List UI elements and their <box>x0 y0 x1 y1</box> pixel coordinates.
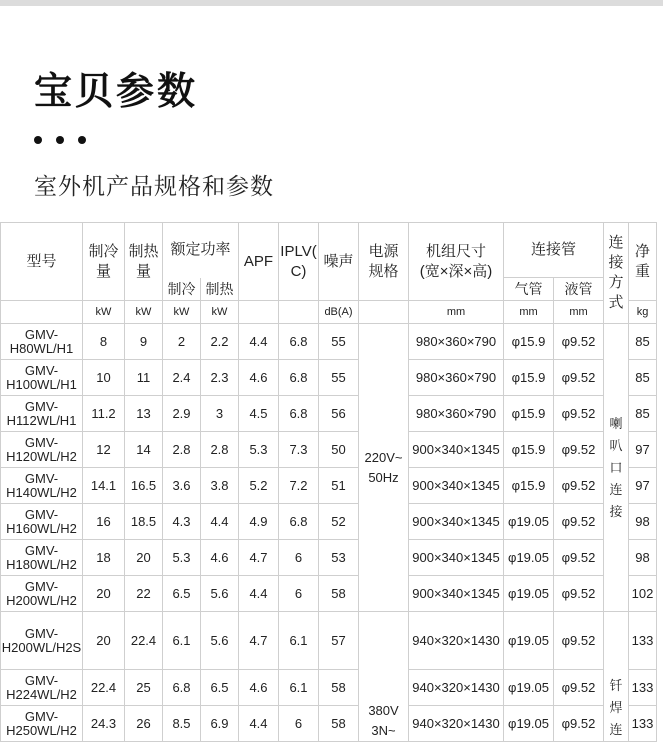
iplv-cell: 6.8 <box>279 324 319 360</box>
iplv-cell: 6.8 <box>279 504 319 540</box>
model-cell: GMV- H160WL/H2 <box>1 504 83 540</box>
heating-cell: 18.5 <box>125 504 163 540</box>
rated-heat-cell: 4.4 <box>201 504 239 540</box>
header-rated-cool: 制冷 <box>163 278 201 301</box>
conn-flare-cell: 喇 叭 口 连 接 <box>604 324 629 612</box>
heating-cell: 16.5 <box>125 468 163 504</box>
model-cell: GMV- H250WL/H2 <box>1 706 83 742</box>
unit-heating: kW <box>125 301 163 324</box>
table-row <box>1 612 657 670</box>
apf-cell: 4.6 <box>239 670 279 706</box>
dot-icon <box>56 136 64 144</box>
dimension-cell: 900×340×1345 <box>409 576 504 612</box>
header-rated-power: 额定功率 <box>163 223 239 278</box>
header-apf: APF <box>239 223 279 301</box>
cooling-cell: 14.1 <box>83 468 125 504</box>
table-row <box>1 396 657 432</box>
weight-cell: 98 <box>629 540 657 576</box>
heating-cell: 11 <box>125 360 163 396</box>
rated-cool-cell: 2 <box>163 324 201 360</box>
rated-cool-cell: 2.8 <box>163 432 201 468</box>
cooling-cell: 22.4 <box>83 670 125 706</box>
gas-pipe-cell: φ19.05 <box>504 576 554 612</box>
liquid-pipe-cell: φ9.52 <box>554 576 604 612</box>
noise-cell: 58 <box>319 706 359 742</box>
table-row <box>1 706 657 742</box>
header-iplv: IPLV( C) <box>279 223 319 301</box>
heating-cell: 26 <box>125 706 163 742</box>
gas-pipe-cell: φ19.05 <box>504 504 554 540</box>
power-single-cell: 220V~ 50Hz <box>359 324 409 612</box>
unit-rated-heat: kW <box>201 301 239 324</box>
cooling-cell: 8 <box>83 324 125 360</box>
rated-heat-cell: 4.6 <box>201 540 239 576</box>
table-row <box>1 540 657 576</box>
rated-heat-cell: 2.3 <box>201 360 239 396</box>
header-power-spec: 电源 规格 <box>359 223 409 301</box>
noise-cell: 55 <box>319 360 359 396</box>
weight-cell: 133 <box>629 670 657 706</box>
liquid-pipe-cell: φ9.52 <box>554 540 604 576</box>
model-cell: GMV- H140WL/H2 <box>1 468 83 504</box>
noise-cell: 52 <box>319 504 359 540</box>
unit-model <box>1 301 83 324</box>
rated-cool-cell: 5.3 <box>163 540 201 576</box>
rated-cool-cell: 3.6 <box>163 468 201 504</box>
table-row <box>1 504 657 540</box>
header-conn-method: 连 接 方 式 <box>604 223 629 324</box>
rated-heat-cell: 2.2 <box>201 324 239 360</box>
header-rated-heat: 制热 <box>201 278 239 301</box>
iplv-cell: 6.1 <box>279 612 319 670</box>
weight-cell: 102 <box>629 576 657 612</box>
dimension-cell: 980×360×790 <box>409 324 504 360</box>
cooling-cell: 20 <box>83 612 125 670</box>
rated-heat-cell: 5.6 <box>201 576 239 612</box>
iplv-cell: 6 <box>279 576 319 612</box>
dot-icon <box>34 136 42 144</box>
rated-heat-cell: 3 <box>201 396 239 432</box>
dimension-cell: 980×360×790 <box>409 396 504 432</box>
dimension-cell: 940×320×1430 <box>409 670 504 706</box>
apf-cell: 4.7 <box>239 612 279 670</box>
weight-cell: 85 <box>629 396 657 432</box>
liquid-pipe-cell: φ9.52 <box>554 396 604 432</box>
conn-braze-cell: 钎 焊 连 <box>604 612 629 742</box>
model-cell: GMV- H112WL/H1 <box>1 396 83 432</box>
heating-cell: 13 <box>125 396 163 432</box>
model-cell: GMV- H224WL/H2 <box>1 670 83 706</box>
unit-liquid: mm <box>554 301 604 324</box>
power-three-cell: 380V 3N~ <box>359 612 409 742</box>
gas-pipe-cell: φ15.9 <box>504 396 554 432</box>
header-liquid-pipe: 液管 <box>554 278 604 301</box>
apf-cell: 4.7 <box>239 540 279 576</box>
table-row <box>1 468 657 504</box>
model-cell: GMV- H120WL/H2 <box>1 432 83 468</box>
rated-cool-cell: 6.5 <box>163 576 201 612</box>
dimension-cell: 900×340×1345 <box>409 432 504 468</box>
unit-apf <box>239 301 279 324</box>
weight-cell: 97 <box>629 468 657 504</box>
noise-cell: 55 <box>319 324 359 360</box>
weight-cell: 98 <box>629 504 657 540</box>
cooling-cell: 12 <box>83 432 125 468</box>
model-cell: GMV- H180WL/H2 <box>1 540 83 576</box>
liquid-pipe-cell: φ9.52 <box>554 706 604 742</box>
top-bar <box>0 0 663 6</box>
unit-weight: kg <box>629 301 657 324</box>
table-row <box>1 432 657 468</box>
cooling-cell: 11.2 <box>83 396 125 432</box>
weight-cell: 85 <box>629 324 657 360</box>
noise-cell: 57 <box>319 612 359 670</box>
liquid-pipe-cell: φ9.52 <box>554 324 604 360</box>
unit-dimension: mm <box>409 301 504 324</box>
model-cell: GMV- H80WL/H1 <box>1 324 83 360</box>
liquid-pipe-cell: φ9.52 <box>554 432 604 468</box>
table-row <box>1 670 657 706</box>
noise-cell: 56 <box>319 396 359 432</box>
noise-cell: 53 <box>319 540 359 576</box>
header-noise: 噪声 <box>319 223 359 301</box>
gas-pipe-cell: φ15.9 <box>504 324 554 360</box>
gas-pipe-cell: φ15.9 <box>504 360 554 396</box>
unit-gas: mm <box>504 301 554 324</box>
model-cell: GMV- H100WL/H1 <box>1 360 83 396</box>
gas-pipe-cell: φ15.9 <box>504 468 554 504</box>
apf-cell: 4.9 <box>239 504 279 540</box>
cooling-cell: 24.3 <box>83 706 125 742</box>
heating-cell: 25 <box>125 670 163 706</box>
iplv-cell: 7.3 <box>279 432 319 468</box>
rated-cool-cell: 4.3 <box>163 504 201 540</box>
apf-cell: 5.2 <box>239 468 279 504</box>
page-title: 宝贝参数 <box>34 69 199 113</box>
iplv-cell: 6 <box>279 540 319 576</box>
apf-cell: 4.4 <box>239 576 279 612</box>
weight-cell: 97 <box>629 432 657 468</box>
apf-cell: 4.6 <box>239 360 279 396</box>
model-cell: GMV- H200WL/H2S <box>1 612 83 670</box>
heating-cell: 20 <box>125 540 163 576</box>
header-gas-pipe: 气管 <box>504 278 554 301</box>
rated-heat-cell: 2.8 <box>201 432 239 468</box>
unit-iplv <box>279 301 319 324</box>
dot-icon <box>78 136 86 144</box>
iplv-cell: 6.1 <box>279 670 319 706</box>
apf-cell: 4.5 <box>239 396 279 432</box>
apf-cell: 4.4 <box>239 706 279 742</box>
cooling-cell: 10 <box>83 360 125 396</box>
liquid-pipe-cell: φ9.52 <box>554 670 604 706</box>
cooling-cell: 18 <box>83 540 125 576</box>
liquid-pipe-cell: φ9.52 <box>554 504 604 540</box>
noise-cell: 50 <box>319 432 359 468</box>
gas-pipe-cell: φ19.05 <box>504 540 554 576</box>
spec-table <box>0 222 657 742</box>
gas-pipe-cell: φ19.05 <box>504 670 554 706</box>
weight-cell: 85 <box>629 360 657 396</box>
iplv-cell: 6 <box>279 706 319 742</box>
liquid-pipe-cell: φ9.52 <box>554 360 604 396</box>
noise-cell: 58 <box>319 576 359 612</box>
cooling-cell: 16 <box>83 504 125 540</box>
rated-heat-cell: 3.8 <box>201 468 239 504</box>
unit-cooling: kW <box>83 301 125 324</box>
iplv-cell: 6.8 <box>279 360 319 396</box>
header-model: 型号 <box>1 223 83 301</box>
header-cooling: 制冷 量 <box>83 223 125 301</box>
model-cell: GMV- H200WL/H2 <box>1 576 83 612</box>
header-pipe: 连接管 <box>504 223 604 278</box>
section-subtitle: 室外机产品规格和参数 <box>34 174 274 200</box>
dimension-cell: 900×340×1345 <box>409 468 504 504</box>
noise-cell: 58 <box>319 670 359 706</box>
iplv-cell: 7.2 <box>279 468 319 504</box>
heating-cell: 9 <box>125 324 163 360</box>
unit-power <box>359 301 409 324</box>
liquid-pipe-cell: φ9.52 <box>554 468 604 504</box>
apf-cell: 5.3 <box>239 432 279 468</box>
header-net-weight: 净 重 <box>629 223 657 301</box>
unit-rated-cool: kW <box>163 301 201 324</box>
noise-cell: 51 <box>319 468 359 504</box>
rated-cool-cell: 6.1 <box>163 612 201 670</box>
cooling-cell: 20 <box>83 576 125 612</box>
liquid-pipe-cell: φ9.52 <box>554 612 604 670</box>
dimension-cell: 900×340×1345 <box>409 540 504 576</box>
dimension-cell: 940×320×1430 <box>409 612 504 670</box>
table-row <box>1 360 657 396</box>
dimension-cell: 900×340×1345 <box>409 504 504 540</box>
dimension-cell: 980×360×790 <box>409 360 504 396</box>
header-dimension: 机组尺寸 (宽×深×高) <box>409 223 504 301</box>
heating-cell: 22 <box>125 576 163 612</box>
unit-noise: dB(A) <box>319 301 359 324</box>
rated-cool-cell: 2.4 <box>163 360 201 396</box>
heating-cell: 14 <box>125 432 163 468</box>
rated-cool-cell: 2.9 <box>163 396 201 432</box>
gas-pipe-cell: φ15.9 <box>504 432 554 468</box>
dots-divider <box>34 136 86 144</box>
gas-pipe-cell: φ19.05 <box>504 612 554 670</box>
table-row <box>1 324 657 360</box>
weight-cell: 133 <box>629 706 657 742</box>
table-row <box>1 576 657 612</box>
rated-cool-cell: 6.8 <box>163 670 201 706</box>
weight-cell: 133 <box>629 612 657 670</box>
iplv-cell: 6.8 <box>279 396 319 432</box>
header-heating: 制热 量 <box>125 223 163 301</box>
rated-heat-cell: 5.6 <box>201 612 239 670</box>
gas-pipe-cell: φ19.05 <box>504 706 554 742</box>
heating-cell: 22.4 <box>125 612 163 670</box>
dimension-cell: 940×320×1430 <box>409 706 504 742</box>
rated-cool-cell: 8.5 <box>163 706 201 742</box>
apf-cell: 4.4 <box>239 324 279 360</box>
rated-heat-cell: 6.9 <box>201 706 239 742</box>
rated-heat-cell: 6.5 <box>201 670 239 706</box>
